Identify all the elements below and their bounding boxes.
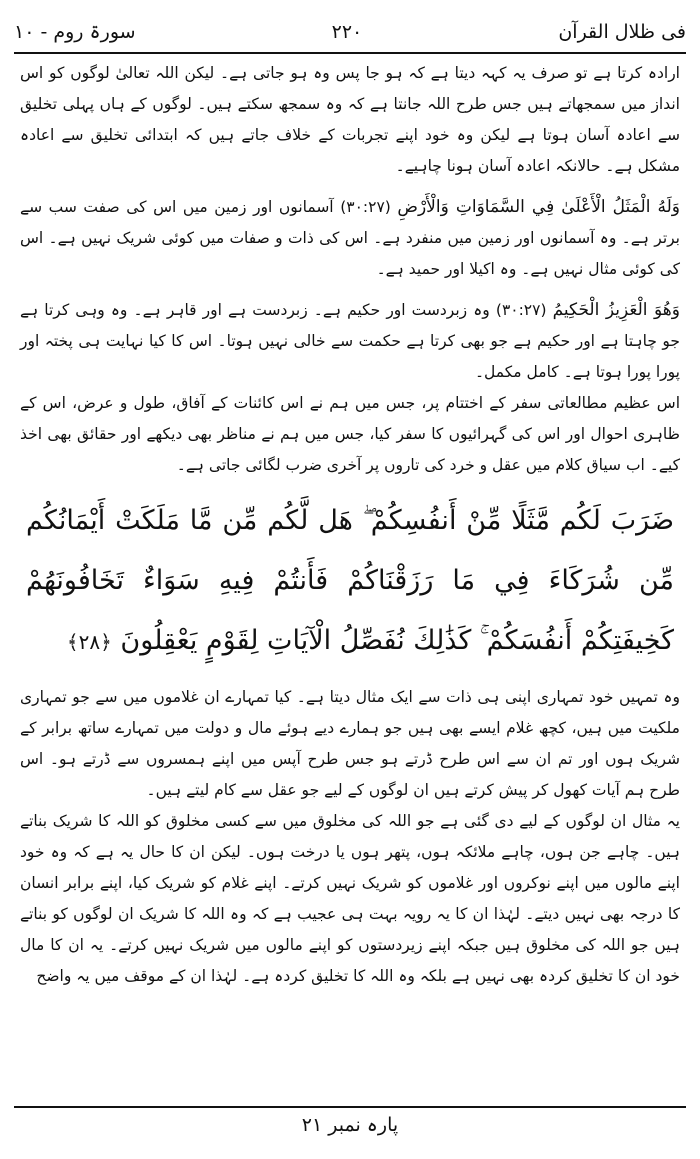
verse-block-2 [20,295,680,388]
paragraph-intro: ارادہ کرتا ہے تو صرف یہ کہہ دیتا ہے کہ ہو جا پس وہ ہو جاتی ہے۔ لیکن اللہ تعالیٰ لوگوں کو اس انداز میں سمجھاتے ہیں جس طرح اللہ جانتا ہے کہ وہ سمجھ سکتے ہیں۔ لوگوں کے ہاں پہلی تخلیق سے اعادہ آسان ہوتا ہے لیکن وہ خود اپنے تجربات کے خلاف جاتے ہیں کہ ابتدائی تخلیق سے اعادہ مشکل ہے۔ حالانکہ اعادہ آسان ہونا چاہیے۔ [20,64,680,175]
verse-translation-1: آسمانوں اور زمین میں اس کی صفت سب سے برتر ہے۔ وہ آسمانوں اور زمین میں منفرد ہے۔ اس کی ذات و صفات میں کوئی شریک نہیں ہے۔ اس کی کوئی مثال نہیں ہے۔ وہ اکیلا اور حمید ہے۔ [20,198,680,278]
paragraph-explanation: یہ مثال ان لوگوں کے لیے دی گئی ہے جو اللہ کی مخلوق میں سے کسی مخلوق کو اللہ کا شریک بناتے ہیں۔ چاہے جن ہوں، چاہے ملائکہ ہوں، پتھر ہوں یا درخت ہوں۔ لیکن ان کا حال یہ ہے کہ وہ خود اپنے مالوں میں اپنے نوکروں اور غلاموں کو شریک نہیں کرتے۔ اپنے غلام کو شریک کیا، اپنے برابر انسان کا درجہ بھی نہیں دیتے۔ لہٰذا ان کا یہ رویہ بہت ہی عجیب ہے کہ وہ اللہ کا شریک ان لوگوں کو بناتے ہیں جو اللہ کی مخلوق ہیں جبکہ اپنے زیردستوں کو اپنے مالوں میں شریک نہیں کرتے۔ یہ ان کا مال خود ان کا تخلیق کردہ بھی نہیں ہے بلکہ وہ اللہ کا تخلیق کردہ ہے۔ لہٰذا ان کے موقف میں یہ واضح [20,812,680,985]
quran-text: ضَرَبَ لَكُم مَّثَلًا مِّنْ أَنفُسِكُمْ ۖ هَل لَّكُم مِّن مَّا مَلَكَتْ أَيْمَانُكُم مِّن شُرَكَاءَ فِي مَا رَزَقْنَاكُمْ فَأَنتُمْ فِيهِ سَوَاءٌ تَخَافُونَهُمْ كَخِيفَتِكُمْ أَنفُسَكُمْ ۚ كَذَٰلِكَ نُفَصِّلُ الْآيَاتِ لِقَوْمٍ يَعْقِلُونَ [26,505,674,656]
ayah-number: ۲۸ [78,630,101,654]
ayah-number-marker: ﴿۲۸﴾ [66,630,112,654]
paragraph-journey: اس عظیم مطالعاتی سفر کے اختتام پر، جس میں ہم نے اس کائنات کے آفاق، طول و عرض، اس کے ظاہری احوال اور اس کی گہرائیوں کا سفر کیا، جس میں ہم نے مناظر بھی دیکھے اور حقائق بھی اخذ کیے۔ اب سیاق کلام میں عقل و خرد کی تاروں پر آخری ضرب لگائی جاتی ہے۔ [20,394,680,474]
header-divider [14,52,686,54]
verse-commentary-2: وہ زبردست اور حکیم ہے۔ زبردست ہے اور قاہر ہے۔ وہ وہی کرتا ہے جو چاہتا ہے اور حکیم ہے جو بھی کرتا ہے حکمت سے خالی نہیں ہوتا۔ اس کا کیا نہایت ہی پختہ اور پورا پورا ہوتا ہے۔ کامل مکمل۔ [20,301,680,381]
page-number: ۲۲۰ [331,21,363,43]
page-body [20,58,680,992]
verse-ref-2: (۳۰:۲۷) [495,301,547,319]
para-number-label: پارہ نمبر ۲۱ [301,1114,399,1136]
book-title: فی ظلال القرآن [558,21,686,43]
quran-passage [20,491,680,672]
page-header [14,12,686,52]
paragraph-translation: وہ تمہیں خود تمہاری اپنی ہی ذات سے ایک مثال دیتا ہے۔ کیا تمہارے ان غلاموں میں سے جو تمہاری ملکیت میں ہیں، کچھ غلام ایسے بھی ہیں جو ہمارے دیے ہوئے مال و دولت میں تمہارے ساتھ برابر کے شریک ہوں اور تم ان سے اس طرح ڈرتے ہو جس طرح آپس میں اپنے ہمسروں سے ڈرتے ہو۔ اس طرح ہم آیات کھول کر پیش کرتے ہیں ان لوگوں کے لیے جو عقل سے کام لیتے ہیں۔ [20,688,680,799]
verse-ref-1: (۳۰:۲۷) [340,198,391,216]
verse-block-1 [20,192,680,285]
verse-arabic-1: وَلَهُ الْمَثَلُ الْأَعْلَىٰ فِي السَّمَاوَاتِ وَالْأَرْضِ [397,197,680,217]
verse-arabic-2: وَهُوَ الْعَزِيزُ الْحَكِيمُ [552,300,680,320]
surah-label: سورۃ روم - ۱۰ [14,21,136,43]
footer-divider [14,1106,686,1108]
